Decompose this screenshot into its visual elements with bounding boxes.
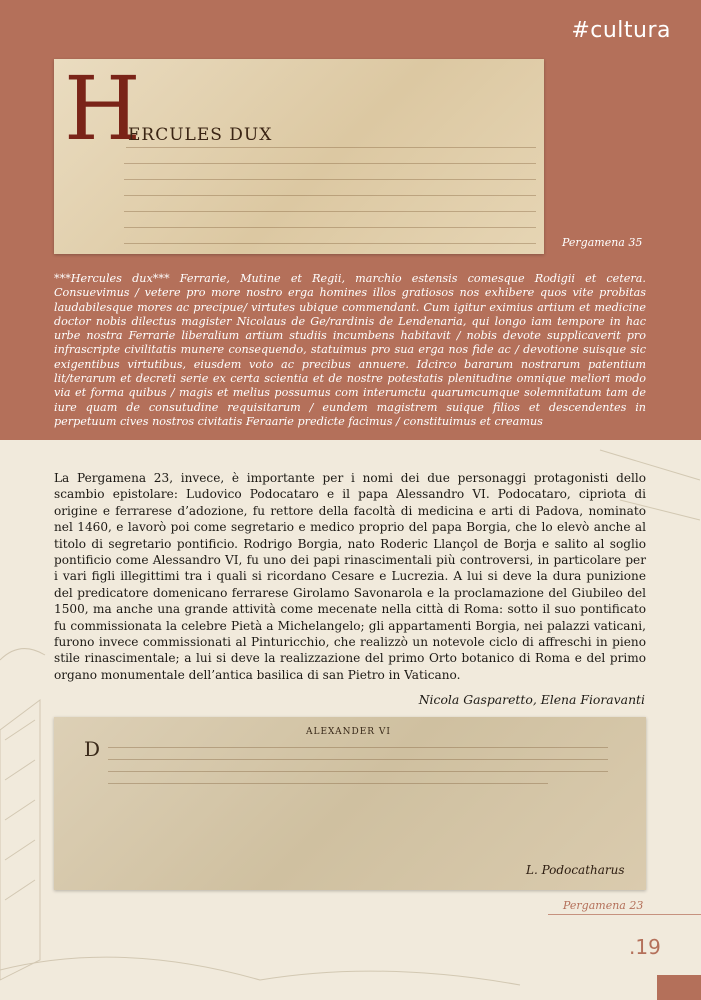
figure-caption-23: Pergamena 23	[563, 899, 644, 912]
ink-line	[108, 747, 608, 748]
page-number: .19	[629, 935, 661, 959]
figure-caption-35: Pergamena 35	[562, 236, 643, 249]
ink-line	[124, 179, 536, 180]
illuminated-initial: H	[64, 59, 141, 160]
parchment-initial: D	[84, 737, 101, 761]
ink-line	[108, 759, 608, 760]
section-hashtag: #cultura	[571, 18, 671, 43]
parchment-heading: ALEXANDER VI	[306, 727, 391, 737]
ink-line	[124, 227, 536, 228]
ink-line	[108, 783, 548, 784]
parchment-image-35	[54, 59, 544, 254]
signature: L. Podocatharus	[526, 863, 625, 877]
ink-line	[108, 771, 608, 772]
ink-line	[126, 147, 536, 148]
ink-line	[124, 211, 536, 212]
parchment-heading: ERCULES DUX	[128, 125, 273, 145]
header-band	[0, 0, 701, 440]
ink-line	[124, 243, 536, 244]
caption-rule	[548, 914, 701, 915]
corner-block	[657, 975, 701, 1000]
article-authors: Nicola Gasparetto, Elena Fioravanti	[418, 692, 645, 707]
ink-line	[124, 163, 536, 164]
article-body: La Pergamena 23, invece, è importante per i nomi dei due personaggi protagonisti dello scambio epistolare: Ludovico Podocataro e il papa Alessandro VI. Podocataro, cipriota di origine e ferrarese d’adozione, fu rettore della facoltà di medicina e arti di Padova, nominato nel 1460, e lavorò poi come segretario e medico proprio del papa Borgia, che lo elevò anche al titolo di segretario pontificio. Rodrigo Borgia, nato Roderic Llançol de Borja e salito al soglio pontificio come Alessandro VI, fu uno dei papi rinascimentali più controversi, in particolare per i vari figli illegittimi tra i quali si ricordano Cesare e Lucrezia. A lui si deve la dura punizione del predicatore domenicano ferrarese Girolamo Savonarola e la proclamazione del Giubileo del 1500, ma anche una grande attività come mecenate nella città di Roma: sotto il suo pontificato fu commissionata la celebre Pietà a Michelangelo; gli appartamenti Borgia, nei palazzi vaticani, furono invece commissionati al Pinturicchio, che realizzò un notevole ciclo di affreschi in pieno stile rinascimentale; a lui si deve la realizzazione del primo Orto botanico di Roma e del primo organo monumentale dell’antica basilica di san Pietro in Vaticano.	[54, 471, 646, 682]
ink-line	[124, 195, 536, 196]
parchment-image-23	[54, 717, 646, 890]
latin-transcription: ***Hercules dux*** Ferrarie, Mutine et Regii, marchio estensis comesque Rodigii et cetera. Consuevimus / vetere pro more nostro erga homines illos gratiosos nos exhibere quos vite probitas laudabilesque mores ac precipue/ virtutes ubique commendant. Cum igitur eximius artium et medicine doctor nobis dilectus magister Nicolaus de Ge/rardinis de Lendenaria, qui longo iam tempore in hac urbe nostra Ferrarie liberalium artium studiis incumbens habitavit / nobis devote supplicaverit pro infrascripte civilitatis munere consequendo, statuimus pro sua erga nos fide ac / devotione suisque sic exigentibus virtutibus, eiusdem voto ac precibus annuere. Idcirco bararum nostrarum patentium lit/terarum et decreti serie ex certa scientia et de nostre potestatis plenitudine omnique meliori modo via et forma quibus / magis et melius possumus com interumctu quarumcumque solemnitatum tam de iure quam de consutudine requisitarum / eundem magistrem suique filios et descendentes in perpetuum cives nostros civitatis Feraarie predicte facimus / constituimus et creamus	[54, 272, 646, 428]
